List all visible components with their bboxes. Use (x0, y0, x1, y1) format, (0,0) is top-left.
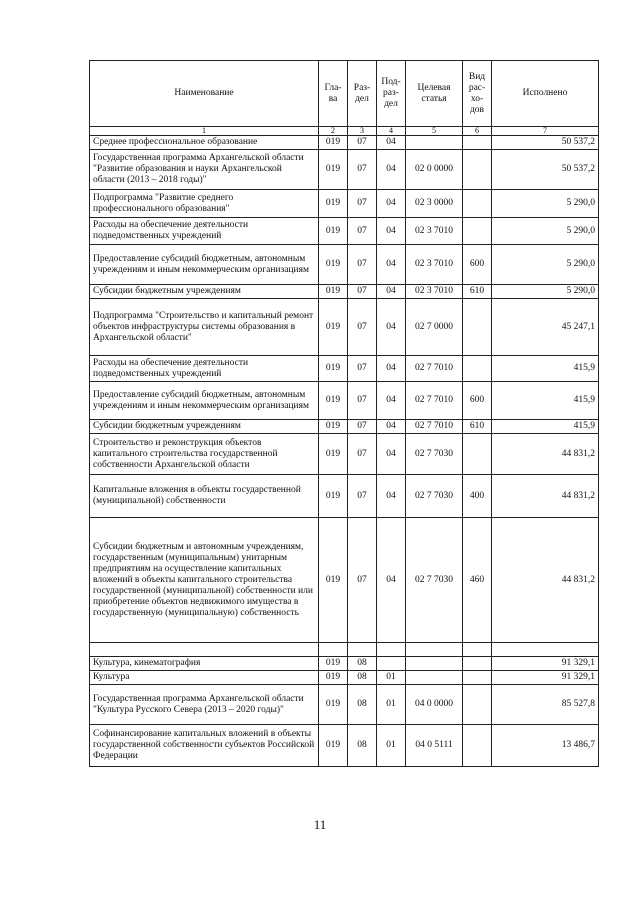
row-podrazdel: 01 (377, 671, 406, 685)
row-executed-amount: 91 329,1 (492, 657, 599, 671)
table-row (90, 434, 599, 475)
row-razdel: 07 (348, 285, 377, 299)
table-row (90, 285, 599, 299)
table-body (90, 136, 599, 767)
row-target-article: 02 7 7010 (406, 382, 463, 420)
row-target-article: 04 0 0000 (406, 685, 463, 725)
table-row (90, 643, 599, 657)
row-glava (319, 643, 348, 657)
table-row (90, 671, 599, 685)
row-target-article (406, 657, 463, 671)
row-target-article (406, 136, 463, 150)
row-expense-type (463, 356, 492, 382)
table-row (90, 356, 599, 382)
column-number: 3 (348, 127, 377, 136)
row-razdel: 07 (348, 434, 377, 475)
row-executed-amount: 5 290,0 (492, 245, 599, 285)
row-podrazdel: 04 (377, 475, 406, 518)
row-name: Подпрограмма "Развитие среднего профессионального образования" (90, 190, 319, 218)
row-name: Культура (90, 671, 319, 685)
header-razdel: Раз- дел (348, 61, 377, 127)
row-name: Строительство и реконструкция объектов капитального строительства государственной собственности Архангельской области (90, 434, 319, 475)
table-row (90, 475, 599, 518)
row-executed-amount: 44 831,2 (492, 475, 599, 518)
row-podrazdel: 04 (377, 218, 406, 245)
row-podrazdel: 04 (377, 434, 406, 475)
header-target-article: Целевая статья (406, 61, 463, 127)
row-name: Капитальные вложения в объекты государственной (муниципальной) собственности (90, 475, 319, 518)
row-podrazdel: 04 (377, 245, 406, 285)
row-glava: 019 (319, 725, 348, 767)
header-glava: Гла- ва (319, 61, 348, 127)
row-razdel: 08 (348, 725, 377, 767)
row-executed-amount: 50 537,2 (492, 150, 599, 190)
row-executed-amount: 5 290,0 (492, 190, 599, 218)
row-razdel: 07 (348, 218, 377, 245)
table-row (90, 190, 599, 218)
row-name (90, 643, 319, 657)
table-row (90, 299, 599, 356)
row-razdel: 07 (348, 190, 377, 218)
row-target-article (406, 643, 463, 657)
row-razdel: 07 (348, 356, 377, 382)
row-target-article: 02 7 0000 (406, 299, 463, 356)
row-executed-amount: 45 247,1 (492, 299, 599, 356)
row-razdel: 08 (348, 671, 377, 685)
row-target-article: 04 0 5111 (406, 725, 463, 767)
row-podrazdel: 01 (377, 685, 406, 725)
row-name: Субсидии бюджетным учреждениям (90, 285, 319, 299)
row-name: Предоставление субсидий бюджетным, автономным учреждениям и иным некоммерческим организациям (90, 382, 319, 420)
row-podrazdel: 04 (377, 299, 406, 356)
row-name: Расходы на обеспечение деятельности подведомственных учреждений (90, 356, 319, 382)
row-expense-type (463, 434, 492, 475)
row-executed-amount: 13 486,7 (492, 725, 599, 767)
row-executed-amount (492, 643, 599, 657)
table-row (90, 218, 599, 245)
row-executed-amount: 415,9 (492, 382, 599, 420)
column-number: 6 (463, 127, 492, 136)
row-executed-amount: 44 831,2 (492, 434, 599, 475)
table-row (90, 518, 599, 643)
row-expense-type (463, 218, 492, 245)
row-expense-type: 610 (463, 420, 492, 434)
row-podrazdel: 04 (377, 382, 406, 420)
row-expense-type (463, 643, 492, 657)
row-executed-amount: 415,9 (492, 420, 599, 434)
row-expense-type (463, 150, 492, 190)
row-glava: 019 (319, 150, 348, 190)
row-name: Среднее профессиональное образование (90, 136, 319, 150)
row-executed-amount: 5 290,0 (492, 285, 599, 299)
row-name: Субсидии бюджетным и автономным учреждениям, государственным (муниципальным) унитарным предприятиям на осуществление капитальных вложений в объекты капитального строительства государственной (муниципальной) собственности или приобретение объектов недвижимого имущества в государственную (муниципальную) собственность (90, 518, 319, 643)
row-target-article: 02 3 0000 (406, 190, 463, 218)
row-name: Субсидии бюджетным учреждениям (90, 420, 319, 434)
row-podrazdel: 04 (377, 150, 406, 190)
row-expense-type (463, 657, 492, 671)
row-executed-amount: 91 329,1 (492, 671, 599, 685)
row-glava: 019 (319, 190, 348, 218)
row-executed-amount: 5 290,0 (492, 218, 599, 245)
header-podrazdel: Под- раз- дел (377, 61, 406, 127)
row-executed-amount: 415,9 (492, 356, 599, 382)
row-razdel (348, 643, 377, 657)
row-glava: 019 (319, 671, 348, 685)
row-podrazdel: 04 (377, 136, 406, 150)
row-podrazdel: 04 (377, 285, 406, 299)
row-razdel: 08 (348, 685, 377, 725)
row-expense-type: 460 (463, 518, 492, 643)
row-target-article: 02 7 7010 (406, 420, 463, 434)
row-podrazdel: 04 (377, 190, 406, 218)
row-name: Софинансирование капитальных вложений в объекты государственной собственности субъектов Российской Федерации (90, 725, 319, 767)
row-name: Расходы на обеспечение деятельности подведомственных учреждений (90, 218, 319, 245)
column-number: 1 (90, 127, 319, 136)
page-number: 11 (313, 817, 327, 832)
header-expense-type: Вид рас- хо- дов (463, 61, 492, 127)
row-target-article: 02 7 7010 (406, 356, 463, 382)
row-razdel: 07 (348, 299, 377, 356)
column-number: 2 (319, 127, 348, 136)
row-razdel: 07 (348, 518, 377, 643)
row-name: Подпрограмма "Строительство и капитальный ремонт объектов инфраструктуры системы образования в Архангельской области" (90, 299, 319, 356)
row-name: Культура, кинематография (90, 657, 319, 671)
row-glava: 019 (319, 245, 348, 285)
table-row (90, 420, 599, 434)
row-podrazdel: 04 (377, 420, 406, 434)
row-razdel: 07 (348, 245, 377, 285)
row-glava: 019 (319, 420, 348, 434)
row-razdel: 07 (348, 150, 377, 190)
row-target-article: 02 3 7010 (406, 245, 463, 285)
row-glava: 019 (319, 218, 348, 245)
row-expense-type: 600 (463, 382, 492, 420)
row-glava: 019 (319, 382, 348, 420)
table-row (90, 245, 599, 285)
row-razdel: 07 (348, 136, 377, 150)
row-expense-type (463, 671, 492, 685)
row-target-article: 02 3 7010 (406, 285, 463, 299)
row-name: Государственная программа Архангельской области "Развитие образования и науки Архангельской области (2013 – 2018 годы)" (90, 150, 319, 190)
row-glava: 019 (319, 136, 348, 150)
column-number: 5 (406, 127, 463, 136)
row-target-article: 02 3 7010 (406, 218, 463, 245)
row-expense-type: 600 (463, 245, 492, 285)
row-glava: 019 (319, 434, 348, 475)
row-executed-amount: 85 527,8 (492, 685, 599, 725)
row-glava: 019 (319, 657, 348, 671)
row-razdel: 07 (348, 420, 377, 434)
column-number-row (90, 127, 599, 136)
row-expense-type (463, 136, 492, 150)
table-row (90, 685, 599, 725)
table-row (90, 150, 599, 190)
row-expense-type (463, 190, 492, 218)
row-glava: 019 (319, 475, 348, 518)
row-glava: 019 (319, 685, 348, 725)
column-number: 4 (377, 127, 406, 136)
row-target-article: 02 7 7030 (406, 518, 463, 643)
row-razdel: 07 (348, 475, 377, 518)
row-target-article (406, 671, 463, 685)
row-razdel: 08 (348, 657, 377, 671)
table-row (90, 136, 599, 150)
row-expense-type (463, 685, 492, 725)
row-podrazdel (377, 643, 406, 657)
row-executed-amount: 44 831,2 (492, 518, 599, 643)
row-expense-type (463, 299, 492, 356)
row-podrazdel: 04 (377, 356, 406, 382)
header-executed: Исполнено (492, 61, 599, 127)
row-expense-type (463, 725, 492, 767)
header-name: Наименование (90, 61, 319, 127)
row-executed-amount: 50 537,2 (492, 136, 599, 150)
row-name: Предоставление субсидий бюджетным, автономным учреждениям и иным некоммерческим организациям (90, 245, 319, 285)
row-glava: 019 (319, 285, 348, 299)
column-number: 7 (492, 127, 599, 136)
row-glava: 019 (319, 356, 348, 382)
row-podrazdel: 01 (377, 725, 406, 767)
row-glava: 019 (319, 518, 348, 643)
row-razdel: 07 (348, 382, 377, 420)
table-row (90, 382, 599, 420)
row-target-article: 02 7 7030 (406, 434, 463, 475)
row-target-article: 02 7 7030 (406, 475, 463, 518)
row-expense-type: 610 (463, 285, 492, 299)
header-row (90, 61, 599, 127)
row-expense-type: 400 (463, 475, 492, 518)
budget-table (89, 60, 599, 767)
table-row (90, 657, 599, 671)
table-row (90, 725, 599, 767)
row-podrazdel: 04 (377, 518, 406, 643)
row-target-article: 02 0 0000 (406, 150, 463, 190)
row-podrazdel (377, 657, 406, 671)
row-name: Государственная программа Архангельской области "Культура Русского Севера (2013 – 2020 годы)" (90, 685, 319, 725)
row-glava: 019 (319, 299, 348, 356)
